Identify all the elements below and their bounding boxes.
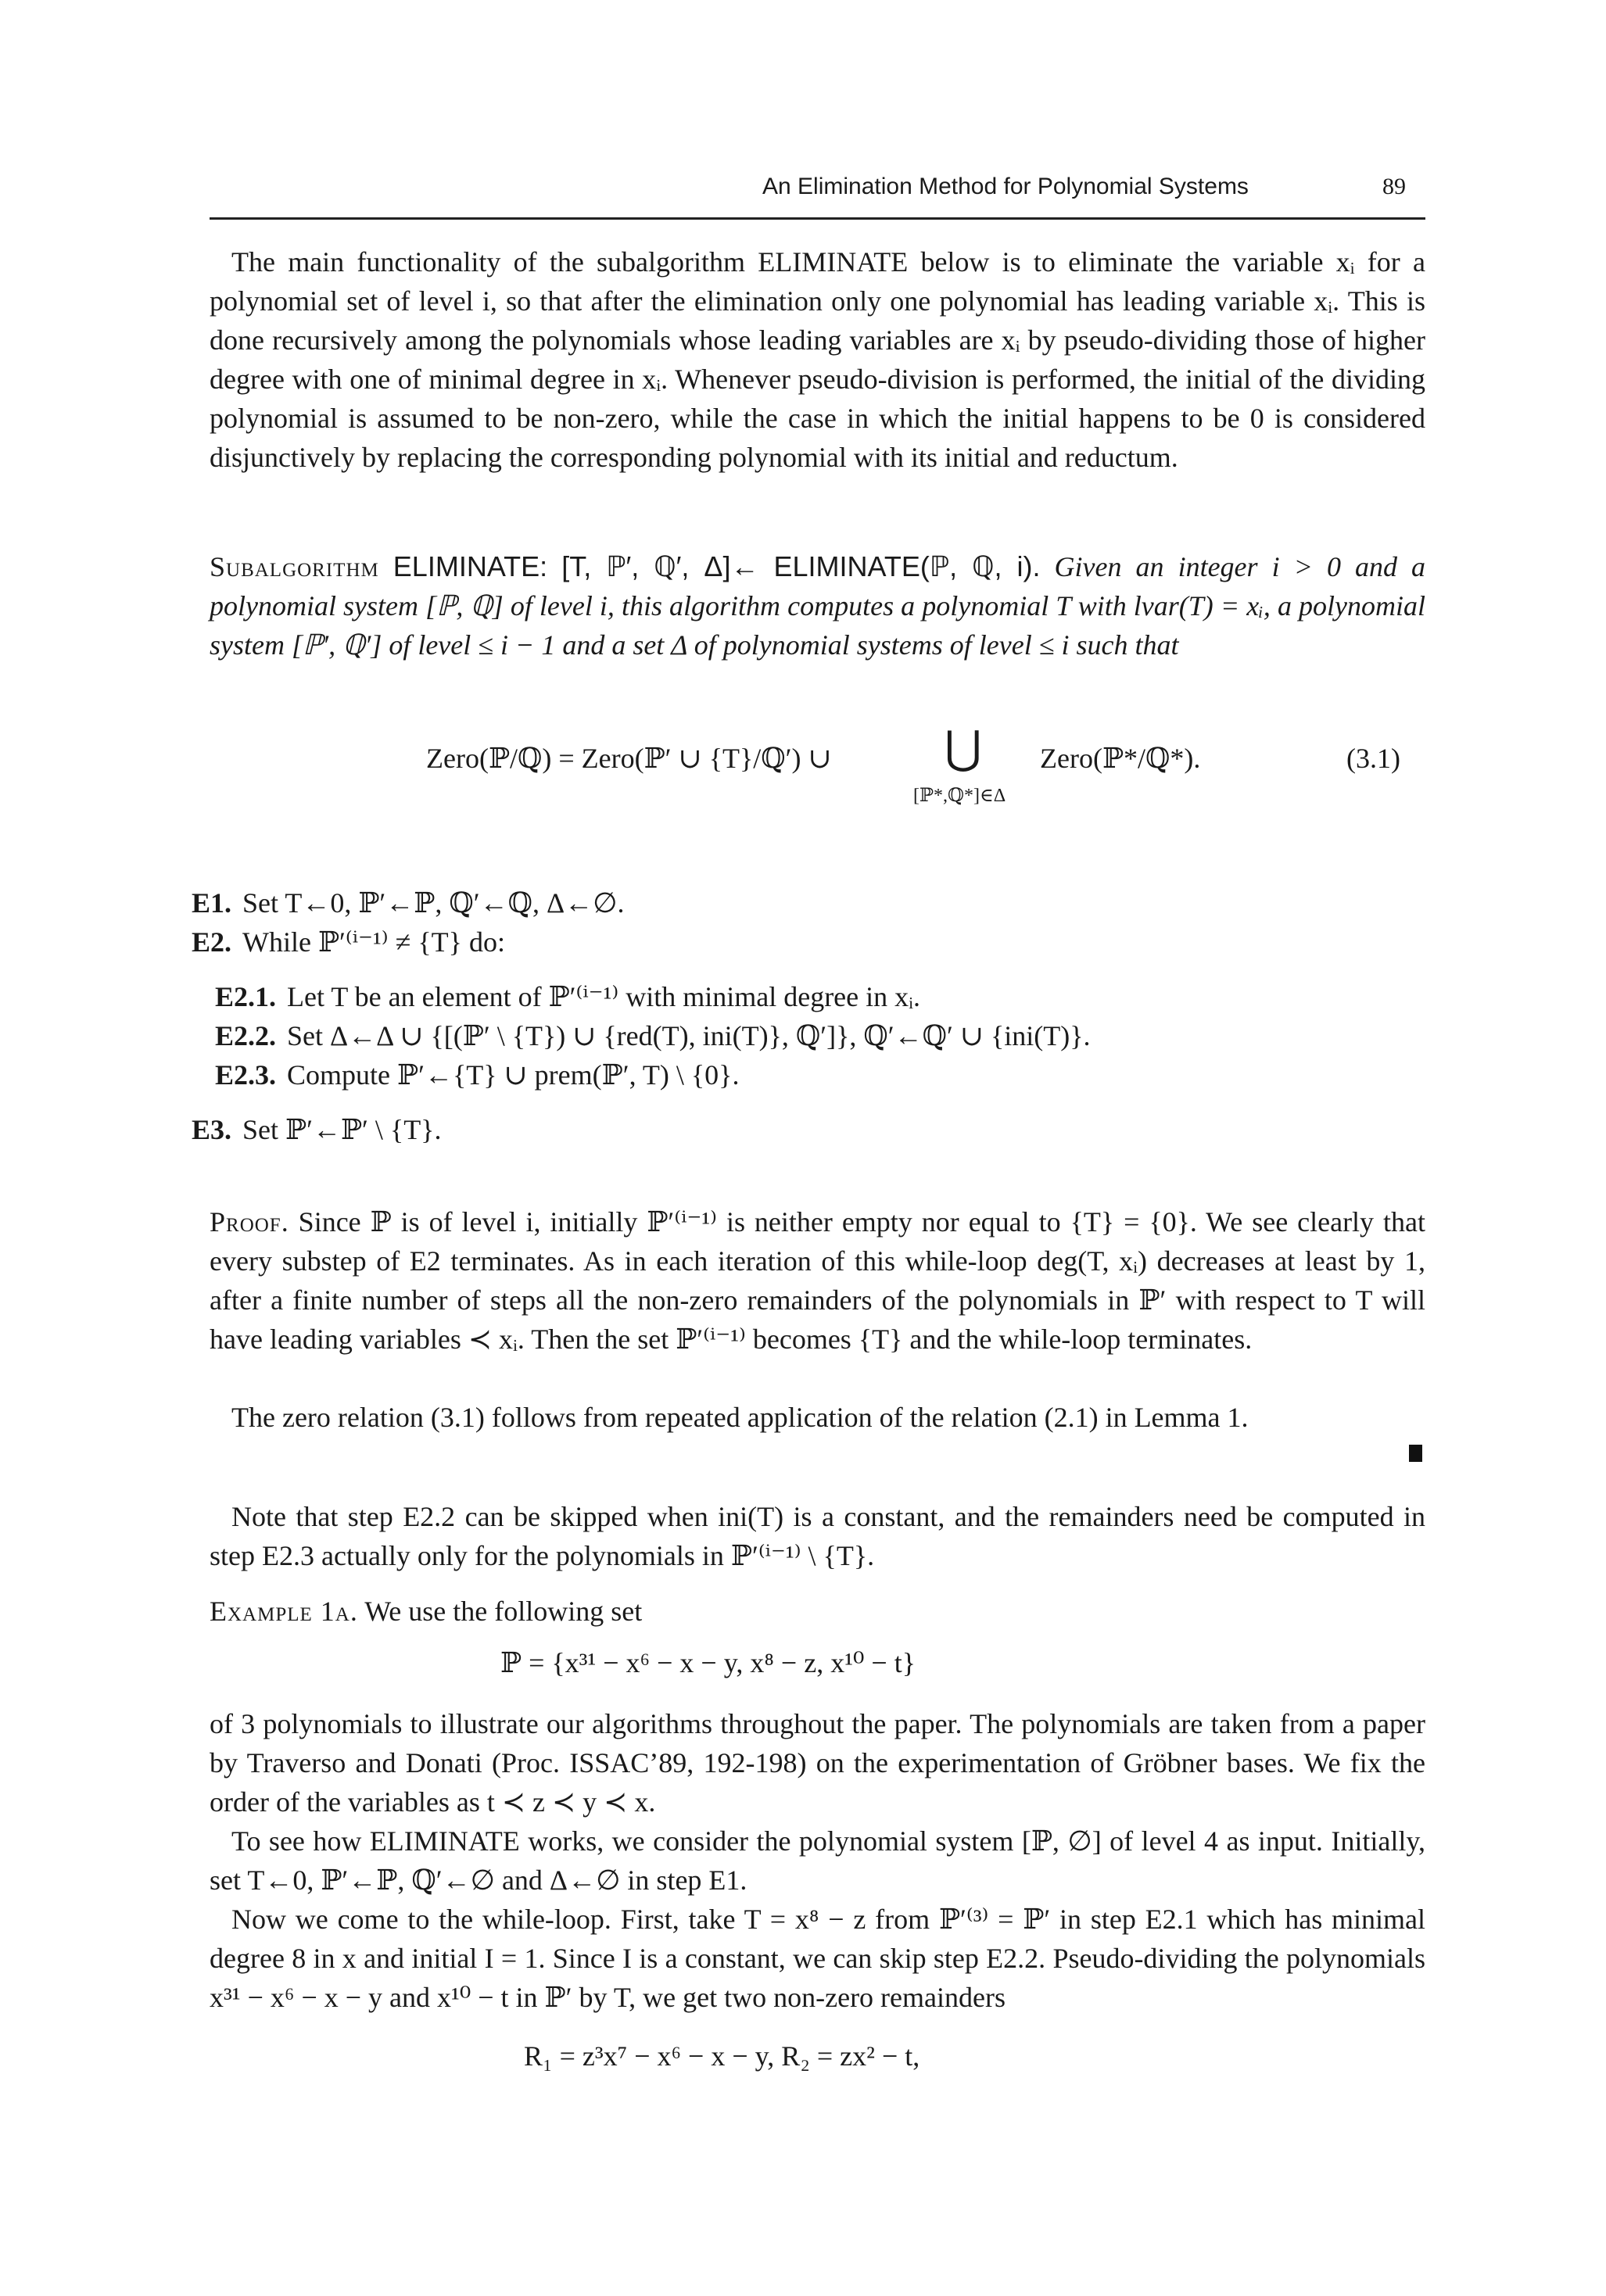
- example-paragraph-3: Now we come to the while-loop. First, take T = x⁸ − z from ℙ′⁽³⁾ = ℙ′ in step E2.1 which has minimal degree 8 in x and initial I = 1. Since I is a constant, we can skip step E2.2. Pseudo-dividing the polynomials x³¹ − x⁶ − x − y and x¹⁰ − t in ℙ′ by T, we get two non-zero remainders: [210, 1904, 1425, 2013]
- step-label: E3.: [192, 1114, 232, 1145]
- equation-number: (3.1): [1346, 743, 1400, 774]
- step-e1: [192, 883, 624, 922]
- step-e2: [192, 922, 505, 962]
- step-e2-1: [215, 977, 920, 1016]
- example-label: Example 1a.: [210, 1596, 358, 1627]
- step-text: Set Δ←Δ ∪ {[(ℙ′ \ {T}) ∪ {red(T), ini(T)}, ℚ′]}, ℚ′←ℚ′ ∪ {ini(T)}.: [287, 1020, 1091, 1051]
- example-intro: [210, 1592, 1425, 1631]
- header-rule: [210, 217, 1425, 220]
- step-e2-3: [215, 1055, 739, 1094]
- set-equation: ℙ = {x³¹ − x⁶ − x − y, x⁸ − z, x¹⁰ − t}: [500, 1647, 916, 1678]
- note-paragraph: Note that step E2.2 can be skipped when ini(T) is a constant, and the remainders need be computed in step E2.3 actually only for the polynomials in ℙ′⁽ⁱ⁻¹⁾ \ {T}.: [210, 1501, 1425, 1571]
- equation-3-1-rhs: Zero(ℙ*/ℚ*).: [1040, 743, 1201, 774]
- subalgorithm-statement: [210, 547, 1425, 664]
- step-label: E2.3.: [215, 1059, 277, 1091]
- page-number: 89: [1382, 174, 1406, 199]
- example-intro-text: We use the following set: [364, 1596, 643, 1627]
- proof-label: Proof.: [210, 1206, 289, 1238]
- step-text: Let T be an element of ℙ′⁽ⁱ⁻¹⁾ with minimal degree in xᵢ.: [287, 981, 921, 1012]
- step-label: E2.2.: [215, 1020, 277, 1051]
- step-e3: [192, 1110, 441, 1149]
- equation-3-1-subscript: [ℙ*,ℚ*]∈Δ: [913, 786, 1006, 806]
- proof-conclusion: The zero relation (3.1) follows from repeated application of the relation (2.1) in Lemma 1.: [231, 1402, 1249, 1433]
- step-e2-2: [215, 1016, 1091, 1055]
- step-text: Set ℙ′←ℙ′ \ {T}.: [242, 1114, 442, 1145]
- qed-square: [1409, 1445, 1422, 1462]
- step-label: E1.: [192, 887, 232, 919]
- subalgorithm-description: Given an integer i > 0 and a polynomial system [ℙ, ℚ] of level i, this algorithm computes a polynomial T with lvar(T) = xᵢ, a polynomial system [ℙ′, ℚ′] of level ≤ i − 1 and a set Δ of polynomial systems of level ≤ i such that: [210, 551, 1426, 661]
- running-title: An Elimination Method for Polynomial Systems: [762, 174, 1249, 199]
- step-label: E2.: [192, 926, 232, 958]
- intro-paragraph: The main functionality of the subalgorithm ELIMINATE below is to eliminate the variable xᵢ for a polynomial set of level i, so that after the elimination only one polynomial has leading variable xᵢ. This is done recursively among the polynomials whose leading variables are xᵢ by pseudo-dividing those of higher degree with one of minimal degree in xᵢ. Whenever pseudo-division is performed, the initial of the dividing polynomial is assumed to be non-zero, while the case in which the initial happens to be 0 is considered disjunctively by replacing the corresponding polynomial with its initial and reductum.: [210, 246, 1425, 473]
- example-paragraph-2: To see how ELIMINATE works, we consider the polynomial system [ℙ, ∅] of level 4 as input. Initially, set T←0, ℙ′←ℙ, ℚ′←∅ and Δ←∅ in step E1.: [210, 1825, 1425, 1896]
- proof-paragraph: [210, 1202, 1425, 1359]
- equation-3-1-lhs: Zero(ℙ/ℚ) = Zero(ℙ′ ∪ {T}/ℚ′) ∪: [426, 743, 832, 774]
- remainders-equation: R₁ = z³x⁷ − x⁶ − x − y, R₂ = zx² − t,: [524, 2040, 920, 2072]
- proof-text: Since ℙ is of level i, initially ℙ′⁽ⁱ⁻¹⁾ is neither empty nor equal to {T} = {0}. We see clearly that every substep of E2 terminates. As in each iteration of this while-loop deg(T, xᵢ) decreases at least by 1, after a finite number of steps all the non-zero remainders of the polynomials in ℙ′ with respect to T will have leading variables ≺ xᵢ. Then the set ℙ′⁽ⁱ⁻¹⁾ becomes {T} and the while-loop terminates.: [210, 1206, 1425, 1355]
- step-text: Compute ℙ′←{T} ∪ prem(ℙ′, T) \ {0}.: [287, 1059, 740, 1091]
- equation-3-1-union: ⋃: [945, 722, 982, 773]
- subalgorithm-label: Subalgorithm: [210, 551, 379, 582]
- step-text: While ℙ′⁽ⁱ⁻¹⁾ ≠ {T} do:: [242, 926, 505, 958]
- subalgorithm-signature: [T, ℙ′, ℚ′, Δ]← ELIMINATE(ℙ, ℚ, i).: [561, 550, 1041, 582]
- step-label: E2.1.: [215, 981, 277, 1012]
- step-text: Set T←0, ℙ′←ℙ, ℚ′←ℚ, Δ←∅.: [242, 887, 625, 919]
- subalgorithm-name: ELIMINATE:: [393, 550, 548, 582]
- example-paragraph-1: of 3 polynomials to illustrate our algorithms throughout the paper. The polynomials are taken from a paper by Traverso and Donati (Proc. ISSAC’89, 192-198) on the experimentation of Gröbner bases. We fix the order of the variables as t ≺ z ≺ y ≺ x.: [210, 1708, 1425, 1818]
